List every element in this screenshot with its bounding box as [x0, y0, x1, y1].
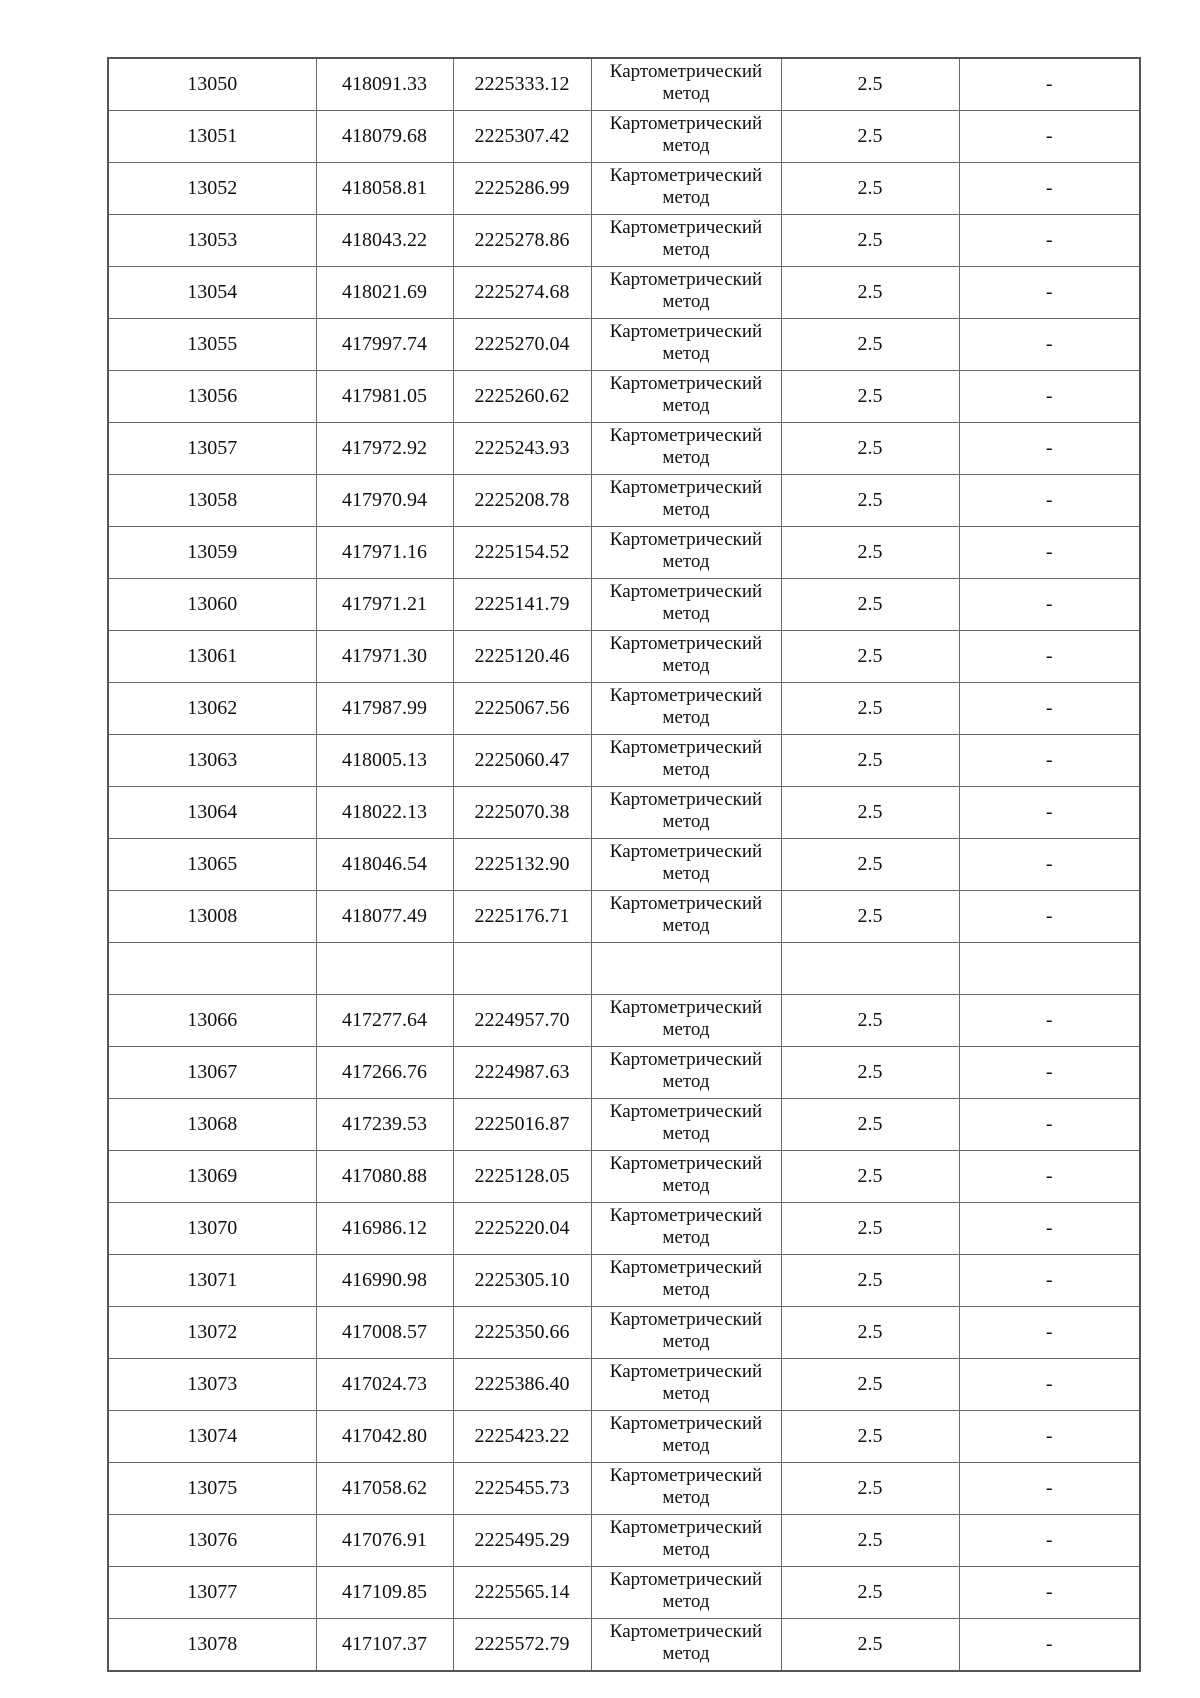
accuracy-cell: 2.5: [781, 683, 959, 735]
method-text-line1: Картометрический: [609, 269, 763, 290]
note-cell: -: [959, 267, 1140, 319]
method-cell: [591, 683, 781, 735]
method-cell: [591, 1411, 781, 1463]
note-cell: -: [959, 579, 1140, 631]
note-cell: -: [959, 371, 1140, 423]
point-number-cell: 13062: [108, 683, 316, 735]
method-text-line2: метод: [662, 1591, 710, 1612]
table-row: [108, 58, 1140, 111]
method-text-line2: метод: [662, 187, 710, 208]
x-coordinate-cell: 418077.49: [316, 891, 453, 943]
table-row: [108, 163, 1140, 215]
accuracy-cell: 2.5: [781, 1151, 959, 1203]
method-text-line1: Картометрический: [609, 997, 763, 1018]
note-cell: -: [959, 683, 1140, 735]
x-coordinate-cell: [316, 943, 453, 995]
accuracy-cell: 2.5: [781, 1463, 959, 1515]
accuracy-cell: 2.5: [781, 1047, 959, 1099]
table-row: [108, 423, 1140, 475]
method-cell: [591, 111, 781, 163]
accuracy-cell: 2.5: [781, 1515, 959, 1567]
method-cell: [591, 579, 781, 631]
y-coordinate-cell: 2224957.70: [453, 995, 591, 1047]
method-text-line2: метод: [662, 1383, 710, 1404]
table-row: [108, 735, 1140, 787]
accuracy-cell: 2.5: [781, 163, 959, 215]
y-coordinate-cell: 2225067.56: [453, 683, 591, 735]
method-text-line2: метод: [662, 1227, 710, 1248]
note-cell: -: [959, 839, 1140, 891]
note-cell: -: [959, 1151, 1140, 1203]
note-cell: -: [959, 1463, 1140, 1515]
point-number-cell: 13050: [108, 58, 316, 111]
point-number-cell: 13074: [108, 1411, 316, 1463]
x-coordinate-cell: 417971.21: [316, 579, 453, 631]
method-text-line2: метод: [662, 1123, 710, 1144]
x-coordinate-cell: 417971.30: [316, 631, 453, 683]
method-cell: [591, 1151, 781, 1203]
accuracy-cell: 2.5: [781, 1307, 959, 1359]
accuracy-cell: 2.5: [781, 475, 959, 527]
method-text-line1: Картометрический: [609, 1569, 763, 1590]
method-text-line2: метод: [662, 603, 710, 624]
y-coordinate-cell: 2225423.22: [453, 1411, 591, 1463]
note-cell: -: [959, 1619, 1140, 1672]
point-number-cell: 13067: [108, 1047, 316, 1099]
point-number-cell: 13058: [108, 475, 316, 527]
table-row: [108, 891, 1140, 943]
method-text-line2: метод: [662, 1435, 710, 1456]
table-row: [108, 631, 1140, 683]
y-coordinate-cell: 2225307.42: [453, 111, 591, 163]
method-text-line2: метод: [662, 1487, 710, 1508]
method-cell: [591, 371, 781, 423]
accuracy-cell: 2.5: [781, 1203, 959, 1255]
method-text-line1: Картометрический: [609, 1153, 763, 1174]
point-number-cell: 13075: [108, 1463, 316, 1515]
method-cell: [591, 1203, 781, 1255]
y-coordinate-cell: 2225274.68: [453, 267, 591, 319]
method-text-line2: метод: [662, 1175, 710, 1196]
point-number-cell: 13069: [108, 1151, 316, 1203]
y-coordinate-cell: 2225132.90: [453, 839, 591, 891]
method-cell: [591, 1307, 781, 1359]
method-text-line2: метод: [662, 499, 710, 520]
note-cell: -: [959, 1203, 1140, 1255]
table-row: [108, 1047, 1140, 1099]
note-cell: -: [959, 1515, 1140, 1567]
accuracy-cell: 2.5: [781, 1619, 959, 1672]
method-cell: [591, 1515, 781, 1567]
method-text-line2: метод: [662, 395, 710, 416]
method-cell: [591, 527, 781, 579]
method-text-line1: Картометрический: [609, 529, 763, 550]
note-cell: -: [959, 631, 1140, 683]
accuracy-cell: 2.5: [781, 787, 959, 839]
note-cell: -: [959, 319, 1140, 371]
point-number-cell: 13008: [108, 891, 316, 943]
method-text-line1: Картометрический: [609, 425, 763, 446]
y-coordinate-cell: 2225176.71: [453, 891, 591, 943]
point-number-cell: 13057: [108, 423, 316, 475]
method-text-line2: метод: [662, 1539, 710, 1560]
method-text-line2: метод: [662, 1279, 710, 1300]
method-cell: [591, 891, 781, 943]
coordinates-table-body: [108, 58, 1140, 1671]
x-coordinate-cell: 417997.74: [316, 319, 453, 371]
method-cell: [591, 943, 781, 995]
table-row: [108, 1411, 1140, 1463]
accuracy-cell: 2.5: [781, 58, 959, 111]
y-coordinate-cell: 2225128.05: [453, 1151, 591, 1203]
x-coordinate-cell: 418021.69: [316, 267, 453, 319]
point-number-cell: 13061: [108, 631, 316, 683]
method-text-line2: метод: [662, 707, 710, 728]
method-text-line2: метод: [662, 291, 710, 312]
method-cell: [591, 267, 781, 319]
method-text-line1: Картометрический: [609, 1101, 763, 1122]
method-text-line2: метод: [662, 1331, 710, 1352]
y-coordinate-cell: 2225350.66: [453, 1307, 591, 1359]
method-cell: [591, 631, 781, 683]
method-cell: [591, 1359, 781, 1411]
method-cell: [591, 839, 781, 891]
y-coordinate-cell: 2225455.73: [453, 1463, 591, 1515]
y-coordinate-cell: 2225060.47: [453, 735, 591, 787]
accuracy-cell: 2.5: [781, 1411, 959, 1463]
x-coordinate-cell: 417266.76: [316, 1047, 453, 1099]
note-cell: -: [959, 111, 1140, 163]
accuracy-cell: 2.5: [781, 735, 959, 787]
accuracy-cell: [781, 943, 959, 995]
method-text-line1: Картометрический: [609, 165, 763, 186]
method-text-line1: Картометрический: [609, 893, 763, 914]
method-text-line1: Картометрический: [609, 1465, 763, 1486]
note-cell: -: [959, 787, 1140, 839]
table-row: [108, 1463, 1140, 1515]
method-text-line1: Картометрический: [609, 61, 763, 82]
y-coordinate-cell: 2225208.78: [453, 475, 591, 527]
point-number-cell: 13051: [108, 111, 316, 163]
point-number-cell: 13063: [108, 735, 316, 787]
method-cell: [591, 735, 781, 787]
method-cell: [591, 787, 781, 839]
note-cell: -: [959, 735, 1140, 787]
method-text-line1: Картометрический: [609, 321, 763, 342]
method-cell: [591, 423, 781, 475]
x-coordinate-cell: 416990.98: [316, 1255, 453, 1307]
method-text-line1: Картометрический: [609, 373, 763, 394]
table-row: [108, 943, 1140, 995]
y-coordinate-cell: 2225305.10: [453, 1255, 591, 1307]
x-coordinate-cell: 417981.05: [316, 371, 453, 423]
point-number-cell: 13059: [108, 527, 316, 579]
table-row: [108, 475, 1140, 527]
table-row: [108, 683, 1140, 735]
accuracy-cell: 2.5: [781, 267, 959, 319]
y-coordinate-cell: 2225070.38: [453, 787, 591, 839]
note-cell: -: [959, 58, 1140, 111]
y-coordinate-cell: 2224987.63: [453, 1047, 591, 1099]
x-coordinate-cell: 418043.22: [316, 215, 453, 267]
accuracy-cell: 2.5: [781, 579, 959, 631]
note-cell: -: [959, 1567, 1140, 1619]
note-cell: -: [959, 527, 1140, 579]
x-coordinate-cell: 417008.57: [316, 1307, 453, 1359]
table-row: [108, 1619, 1140, 1672]
accuracy-cell: 2.5: [781, 1255, 959, 1307]
accuracy-cell: 2.5: [781, 839, 959, 891]
note-cell: -: [959, 891, 1140, 943]
y-coordinate-cell: 2225141.79: [453, 579, 591, 631]
y-coordinate-cell: 2225386.40: [453, 1359, 591, 1411]
table-row: [108, 579, 1140, 631]
accuracy-cell: 2.5: [781, 1567, 959, 1619]
x-coordinate-cell: 417107.37: [316, 1619, 453, 1672]
accuracy-cell: 2.5: [781, 1359, 959, 1411]
point-number-cell: 13053: [108, 215, 316, 267]
method-text-line1: Картометрический: [609, 113, 763, 134]
y-coordinate-cell: 2225278.86: [453, 215, 591, 267]
method-text-line1: Картометрический: [609, 1309, 763, 1330]
table-row: [108, 215, 1140, 267]
method-text-line1: Картометрический: [609, 581, 763, 602]
point-number-cell: 13056: [108, 371, 316, 423]
table-row: [108, 1255, 1140, 1307]
y-coordinate-cell: 2225333.12: [453, 58, 591, 111]
method-text-line1: Картометрический: [609, 477, 763, 498]
method-cell: [591, 1047, 781, 1099]
method-cell: [591, 163, 781, 215]
method-text-line1: Картометрический: [609, 841, 763, 862]
point-number-cell: 13066: [108, 995, 316, 1047]
method-text-line1: Картометрический: [609, 789, 763, 810]
method-text-line1: Картометрический: [609, 1257, 763, 1278]
x-coordinate-cell: 418046.54: [316, 839, 453, 891]
x-coordinate-cell: 417987.99: [316, 683, 453, 735]
table-row: [108, 1515, 1140, 1567]
table-row: [108, 319, 1140, 371]
y-coordinate-cell: 2225260.62: [453, 371, 591, 423]
accuracy-cell: 2.5: [781, 319, 959, 371]
table-row: [108, 1151, 1140, 1203]
method-text-line2: метод: [662, 447, 710, 468]
note-cell: [959, 943, 1140, 995]
accuracy-cell: 2.5: [781, 215, 959, 267]
method-text-line1: Картометрический: [609, 1413, 763, 1434]
accuracy-cell: 2.5: [781, 111, 959, 163]
accuracy-cell: 2.5: [781, 1099, 959, 1151]
method-text-line2: метод: [662, 655, 710, 676]
coordinates-table: [107, 57, 1141, 1672]
method-text-line1: Картометрический: [609, 1049, 763, 1070]
accuracy-cell: 2.5: [781, 423, 959, 475]
point-number-cell: 13055: [108, 319, 316, 371]
method-cell: [591, 1255, 781, 1307]
method-text-line2: метод: [662, 811, 710, 832]
method-text-line1: Картометрический: [609, 1517, 763, 1538]
method-cell: [591, 1619, 781, 1672]
point-number-cell: 13072: [108, 1307, 316, 1359]
table-row: [108, 527, 1140, 579]
point-number-cell: 13071: [108, 1255, 316, 1307]
x-coordinate-cell: 418091.33: [316, 58, 453, 111]
method-text-line2: метод: [662, 83, 710, 104]
method-text-line2: метод: [662, 343, 710, 364]
x-coordinate-cell: 416986.12: [316, 1203, 453, 1255]
method-text-line1: Картометрический: [609, 1205, 763, 1226]
table-row: [108, 1359, 1140, 1411]
method-cell: [591, 1099, 781, 1151]
x-coordinate-cell: 417972.92: [316, 423, 453, 475]
method-text-line1: Картометрический: [609, 217, 763, 238]
x-coordinate-cell: 417971.16: [316, 527, 453, 579]
point-number-cell: 13054: [108, 267, 316, 319]
table-row: [108, 371, 1140, 423]
y-coordinate-cell: [453, 943, 591, 995]
accuracy-cell: 2.5: [781, 891, 959, 943]
x-coordinate-cell: 417076.91: [316, 1515, 453, 1567]
note-cell: -: [959, 1047, 1140, 1099]
method-cell: [591, 1463, 781, 1515]
method-cell: [591, 1567, 781, 1619]
point-number-cell: 13077: [108, 1567, 316, 1619]
table-row: [108, 111, 1140, 163]
note-cell: -: [959, 1359, 1140, 1411]
note-cell: -: [959, 475, 1140, 527]
x-coordinate-cell: 417080.88: [316, 1151, 453, 1203]
table-row: [108, 1567, 1140, 1619]
y-coordinate-cell: 2225243.93: [453, 423, 591, 475]
y-coordinate-cell: 2225154.52: [453, 527, 591, 579]
method-cell: [591, 58, 781, 111]
note-cell: -: [959, 1099, 1140, 1151]
accuracy-cell: 2.5: [781, 371, 959, 423]
table-row: [108, 787, 1140, 839]
method-text-line1: Картометрический: [609, 633, 763, 654]
accuracy-cell: 2.5: [781, 631, 959, 683]
note-cell: -: [959, 423, 1140, 475]
note-cell: -: [959, 163, 1140, 215]
point-number-cell: 13052: [108, 163, 316, 215]
note-cell: -: [959, 995, 1140, 1047]
method-text-line1: Картометрический: [609, 1361, 763, 1382]
point-number-cell: 13065: [108, 839, 316, 891]
accuracy-cell: 2.5: [781, 527, 959, 579]
table-row: [108, 839, 1140, 891]
y-coordinate-cell: 2225120.46: [453, 631, 591, 683]
method-text-line2: метод: [662, 863, 710, 884]
method-cell: [591, 215, 781, 267]
method-text-line1: Картометрический: [609, 1621, 763, 1642]
x-coordinate-cell: 417970.94: [316, 475, 453, 527]
method-text-line2: метод: [662, 1071, 710, 1092]
point-number-cell: 13076: [108, 1515, 316, 1567]
method-cell: [591, 319, 781, 371]
x-coordinate-cell: 417024.73: [316, 1359, 453, 1411]
point-number-cell: 13068: [108, 1099, 316, 1151]
y-coordinate-cell: 2225495.29: [453, 1515, 591, 1567]
method-text-line2: метод: [662, 915, 710, 936]
point-number-cell: 13070: [108, 1203, 316, 1255]
table-row: [108, 995, 1140, 1047]
table-row: [108, 1307, 1140, 1359]
note-cell: -: [959, 215, 1140, 267]
table-row: [108, 1099, 1140, 1151]
point-number-cell: 13073: [108, 1359, 316, 1411]
point-number-cell: 13060: [108, 579, 316, 631]
x-coordinate-cell: 418005.13: [316, 735, 453, 787]
x-coordinate-cell: 417042.80: [316, 1411, 453, 1463]
note-cell: -: [959, 1307, 1140, 1359]
method-text-line2: метод: [662, 135, 710, 156]
method-text-line2: метод: [662, 551, 710, 572]
table-row: [108, 267, 1140, 319]
note-cell: -: [959, 1411, 1140, 1463]
x-coordinate-cell: 418022.13: [316, 787, 453, 839]
y-coordinate-cell: 2225220.04: [453, 1203, 591, 1255]
method-text-line2: метод: [662, 239, 710, 260]
x-coordinate-cell: 418058.81: [316, 163, 453, 215]
point-number-cell: 13064: [108, 787, 316, 839]
y-coordinate-cell: 2225016.87: [453, 1099, 591, 1151]
method-text-line2: метод: [662, 1643, 710, 1664]
method-cell: [591, 475, 781, 527]
note-cell: -: [959, 1255, 1140, 1307]
method-text-line2: метод: [662, 1019, 710, 1040]
y-coordinate-cell: 2225572.79: [453, 1619, 591, 1672]
accuracy-cell: 2.5: [781, 995, 959, 1047]
method-cell: [591, 995, 781, 1047]
point-number-cell: 13078: [108, 1619, 316, 1672]
y-coordinate-cell: 2225286.99: [453, 163, 591, 215]
table-row: [108, 1203, 1140, 1255]
method-text-line1: Картометрический: [609, 737, 763, 758]
point-number-cell: [108, 943, 316, 995]
x-coordinate-cell: 417277.64: [316, 995, 453, 1047]
y-coordinate-cell: 2225270.04: [453, 319, 591, 371]
y-coordinate-cell: 2225565.14: [453, 1567, 591, 1619]
x-coordinate-cell: 417109.85: [316, 1567, 453, 1619]
method-text-line1: Картометрический: [609, 685, 763, 706]
x-coordinate-cell: 418079.68: [316, 111, 453, 163]
x-coordinate-cell: 417058.62: [316, 1463, 453, 1515]
method-text-line2: метод: [662, 759, 710, 780]
x-coordinate-cell: 417239.53: [316, 1099, 453, 1151]
